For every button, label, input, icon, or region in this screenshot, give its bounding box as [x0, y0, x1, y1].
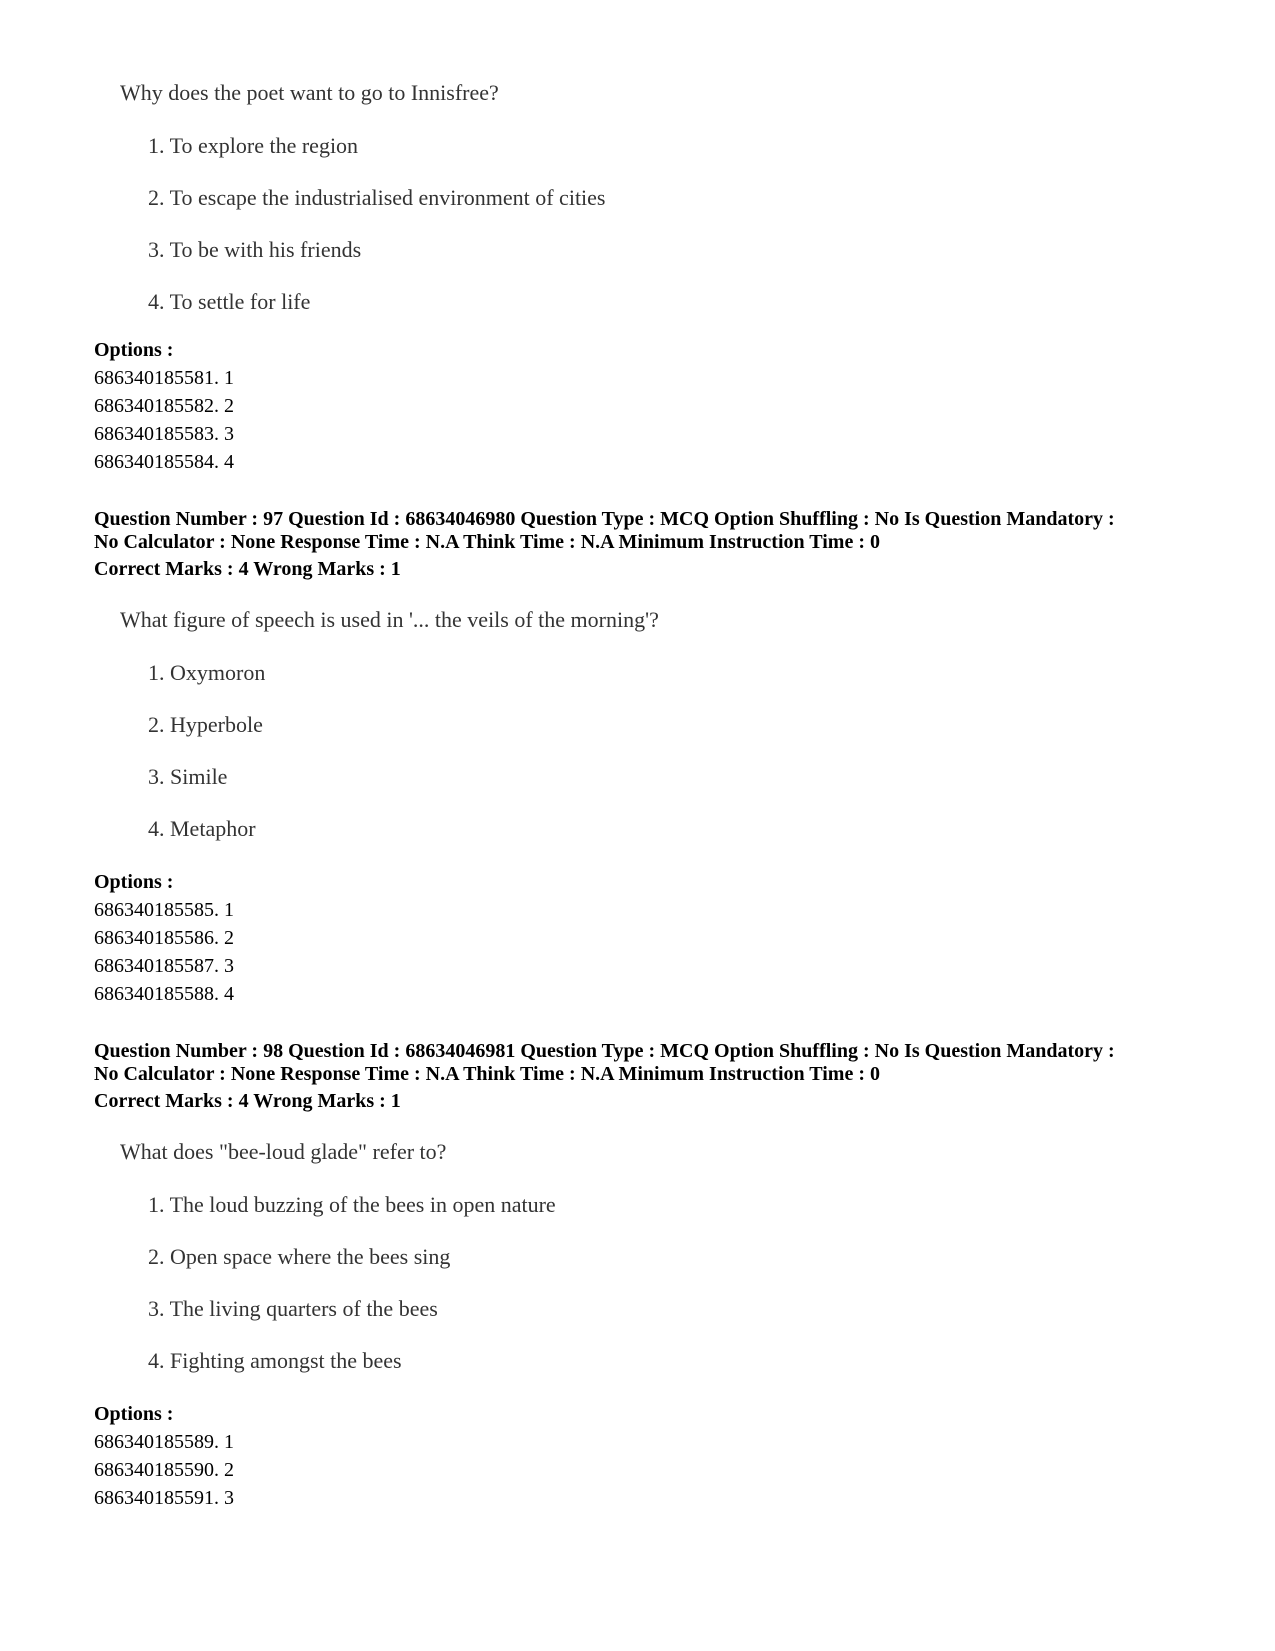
choice-1: 1. The loud buzzing of the bees in open nature [148, 1192, 556, 1217]
options-label: Options : [94, 1403, 174, 1425]
choice-1: 1. Oxymoron [148, 660, 266, 685]
option-id: 686340185586. 2 [94, 927, 234, 949]
choice-2: 2. Open space where the bees sing [148, 1244, 451, 1269]
choice-1: 1. To explore the region [148, 133, 359, 158]
choice-2: 2. To escape the industrialised environment of cities [148, 185, 606, 210]
question-text: What does "bee-loud glade" refer to? [120, 1139, 447, 1164]
option-id: 686340185590. 2 [94, 1459, 234, 1481]
question-meta-line1: Question Number : 98 Question Id : 68634046981 Question Type : MCQ Option Shuffling : No Is Question Mandatory : [94, 1040, 1115, 1062]
option-id: 686340185585. 1 [94, 899, 234, 921]
option-id: 686340185584. 4 [94, 451, 234, 473]
choice-4: 4. Metaphor [148, 816, 256, 841]
options-label: Options : [94, 871, 174, 893]
option-id: 686340185591. 3 [94, 1487, 234, 1509]
choice-3: 3. Simile [148, 764, 228, 789]
question-text: What figure of speech is used in '... the veils of the morning'? [120, 607, 659, 632]
question-meta-line2: No Calculator : None Response Time : N.A Think Time : N.A Minimum Instruction Time : 0 [94, 1063, 880, 1085]
question-marks: Correct Marks : 4 Wrong Marks : 1 [94, 558, 401, 580]
choice-4: 4. To settle for life [148, 289, 311, 314]
question-marks: Correct Marks : 4 Wrong Marks : 1 [94, 1090, 401, 1112]
option-id: 686340185589. 1 [94, 1431, 234, 1453]
choice-4: 4. Fighting amongst the bees [148, 1348, 402, 1373]
option-id: 686340185581. 1 [94, 367, 234, 389]
choice-3: 3. The living quarters of the bees [148, 1296, 438, 1321]
question-meta-line1: Question Number : 97 Question Id : 68634046980 Question Type : MCQ Option Shuffling : No Is Question Mandatory : [94, 508, 1115, 530]
option-id: 686340185583. 3 [94, 423, 234, 445]
options-label: Options : [94, 339, 174, 361]
option-id: 686340185588. 4 [94, 983, 234, 1005]
question-meta-line2: No Calculator : None Response Time : N.A Think Time : N.A Minimum Instruction Time : 0 [94, 531, 880, 553]
choice-2: 2. Hyperbole [148, 712, 263, 737]
option-id: 686340185587. 3 [94, 955, 234, 977]
choice-3: 3. To be with his friends [148, 237, 362, 262]
option-id: 686340185582. 2 [94, 395, 234, 417]
question-text: Why does the poet want to go to Innisfree? [120, 80, 499, 105]
